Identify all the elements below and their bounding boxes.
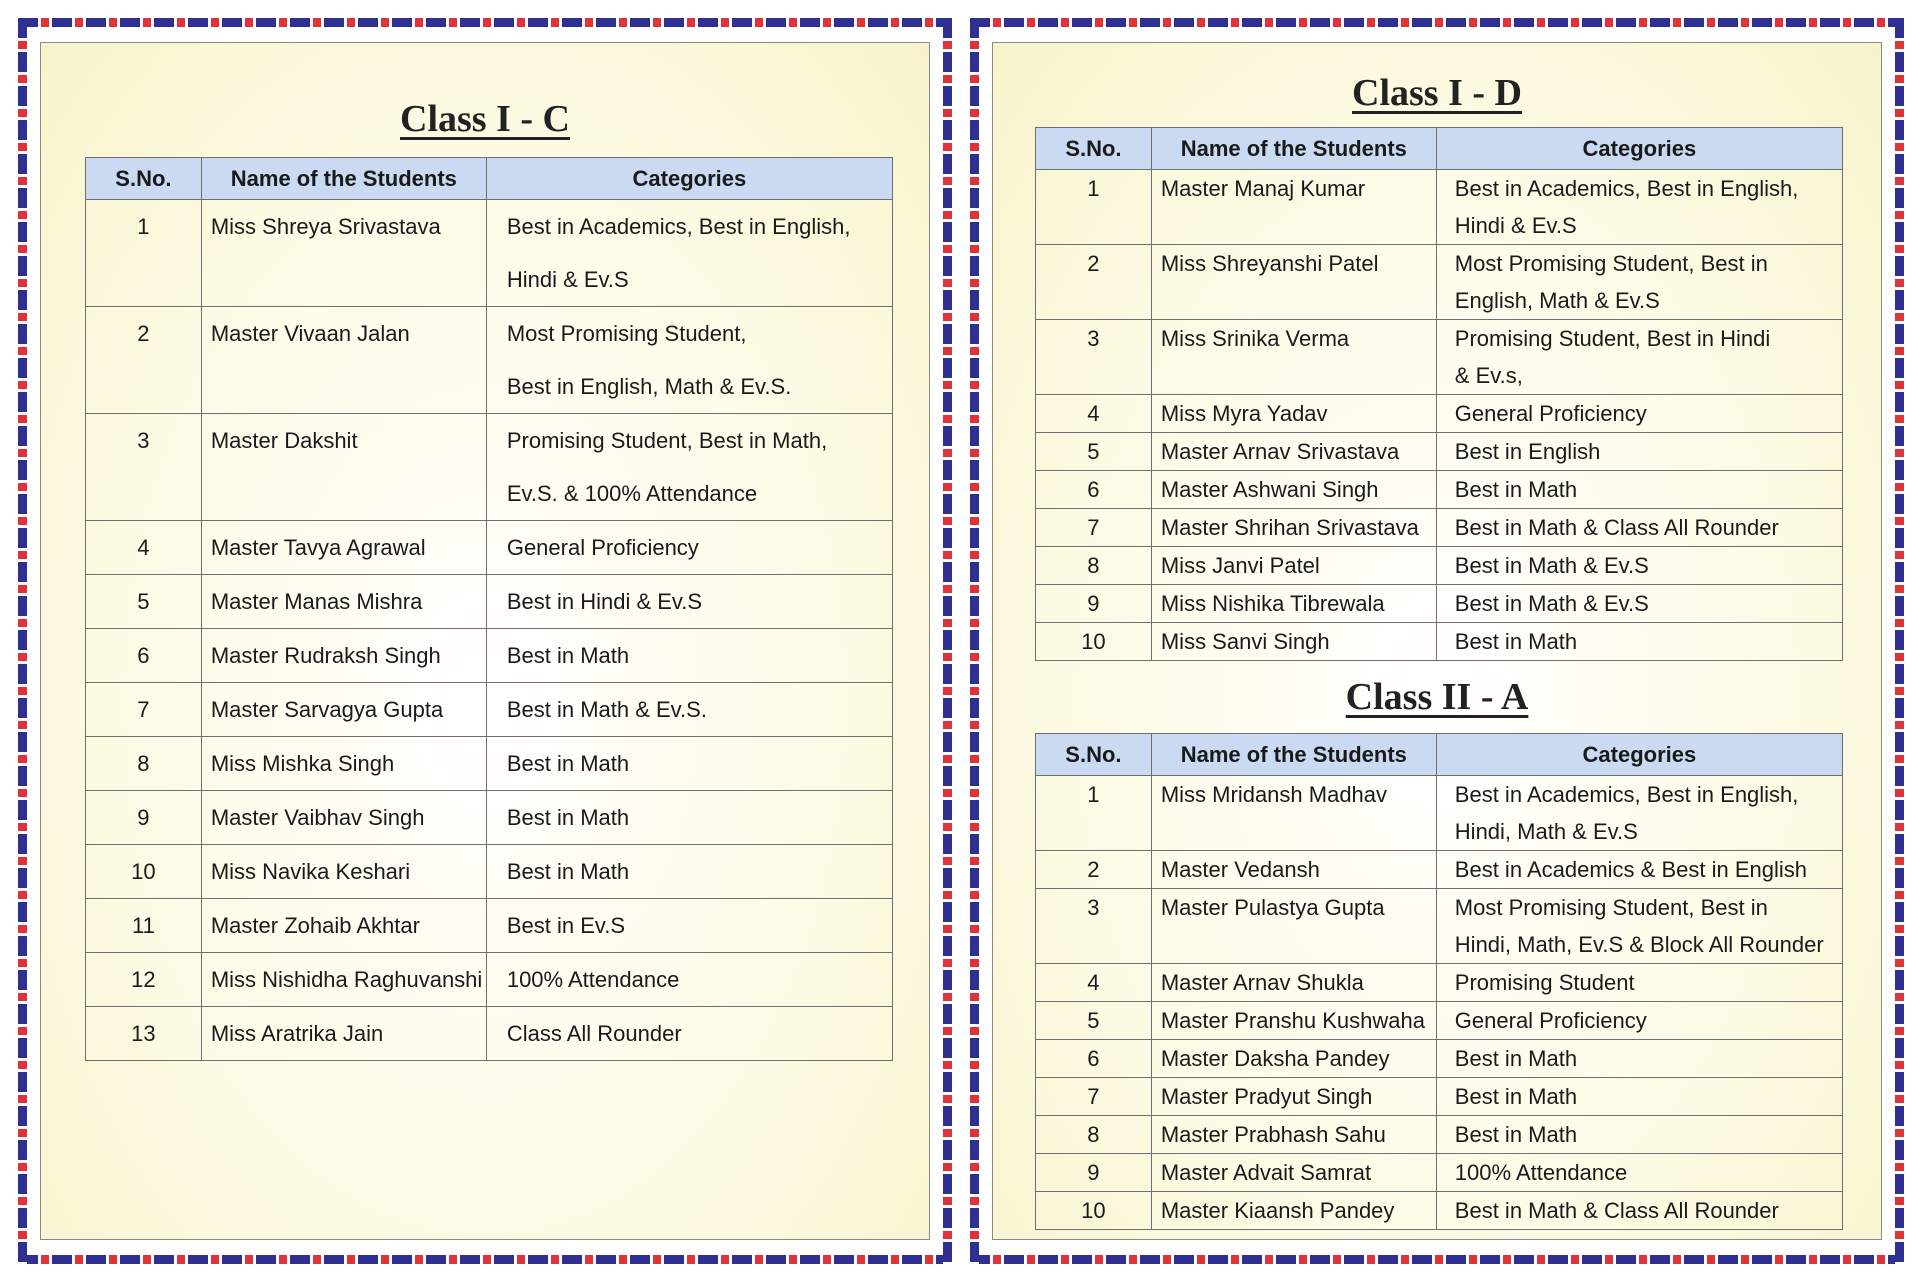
cell-sno: 10 [86, 845, 202, 899]
cell-student-name: Master Pranshu Kushwaha [1151, 1002, 1436, 1040]
cell-sno: 10 [1036, 623, 1152, 661]
cell-student-name: Master Arnav Srivastava [1151, 433, 1436, 471]
cell-student-name: Master Ashwani Singh [1151, 471, 1436, 509]
header-categories: Categories [1436, 734, 1842, 776]
category-line: Hindi, Math, Ev.S & Block All Rounder [1454, 932, 1824, 957]
category-line: 100% Attendance [1454, 1160, 1628, 1185]
category-line: Best in Math [506, 859, 630, 884]
cell-categories [1436, 471, 1842, 509]
cell-student-name: Miss Nishidha Raghuvanshi [201, 953, 486, 1007]
table-row [86, 521, 893, 575]
cell-sno: 4 [86, 521, 202, 575]
cell-sno: 9 [86, 791, 202, 845]
table-row [86, 307, 893, 414]
category-line: Best in Math [1454, 1122, 1578, 1147]
roster-table-ii-a [1035, 733, 1843, 1230]
table-row [86, 845, 893, 899]
cell-sno: 1 [86, 200, 202, 307]
cell-sno: 3 [1036, 889, 1152, 964]
cell-student-name: Master Daksha Pandey [1151, 1040, 1436, 1078]
table-row [1036, 851, 1843, 889]
cell-categories [1436, 964, 1842, 1002]
table-row [1036, 471, 1843, 509]
cell-sno: 1 [1036, 776, 1152, 851]
category-line: Promising Student [1454, 970, 1635, 995]
cell-categories [1436, 623, 1842, 661]
header-name: Name of the Students [1151, 734, 1436, 776]
cell-student-name: Master Pulastya Gupta [1151, 889, 1436, 964]
cell-student-name: Master Dakshit [201, 414, 486, 521]
cell-sno: 5 [1036, 433, 1152, 471]
cell-student-name: Miss Shreyanshi Patel [1151, 245, 1436, 320]
category-line: Best in Hindi & Ev.S [506, 589, 703, 614]
cell-student-name: Miss Myra Yadav [1151, 395, 1436, 433]
header-categories: Categories [1436, 128, 1842, 170]
decorative-border-top [970, 18, 1904, 27]
category-line: Hindi & Ev.S [1454, 213, 1577, 238]
cell-sno: 6 [1036, 1040, 1152, 1078]
cell-student-name: Master Vivaan Jalan [201, 307, 486, 414]
cell-categories [486, 629, 892, 683]
cell-sno: 4 [1036, 395, 1152, 433]
cell-sno: 8 [86, 737, 202, 791]
cell-categories [1436, 433, 1842, 471]
cell-student-name: Master Vedansh [1151, 851, 1436, 889]
cell-student-name: Miss Sanvi Singh [1151, 623, 1436, 661]
table-row [86, 737, 893, 791]
cell-categories [1436, 1078, 1842, 1116]
cell-sno: 3 [1036, 320, 1152, 395]
cell-categories [486, 737, 892, 791]
table-row [86, 200, 893, 307]
cell-sno: 9 [1036, 585, 1152, 623]
table-row [1036, 395, 1843, 433]
table-row [1036, 170, 1843, 245]
category-line: Hindi, Math & Ev.S [1454, 819, 1638, 844]
page-panel [992, 42, 1882, 1240]
decorative-border-bottom [18, 1255, 952, 1264]
cell-student-name: Master Kiaansh Pandey [1151, 1192, 1436, 1230]
category-line: Best in Math & Ev.S. [506, 697, 707, 722]
cell-categories [1436, 585, 1842, 623]
category-line: Best in Academics, Best in English, [506, 214, 851, 239]
category-line: Best in Math [506, 643, 630, 668]
category-line: Class All Rounder [506, 1021, 682, 1046]
cell-categories [486, 521, 892, 575]
decorative-border-left [18, 18, 27, 1264]
cell-student-name: Master Vaibhav Singh [201, 791, 486, 845]
table-row [1036, 1040, 1843, 1078]
table-row [1036, 964, 1843, 1002]
decorative-border-right [943, 18, 952, 1264]
category-line: Best in Academics, Best in English, [1454, 782, 1799, 807]
table-row [1036, 623, 1843, 661]
cell-categories [486, 1007, 892, 1061]
cell-sno: 8 [1036, 1116, 1152, 1154]
table-header-row [1036, 734, 1843, 776]
cell-sno: 8 [1036, 547, 1152, 585]
category-line: Best in English [1454, 439, 1601, 464]
decorative-border-left [970, 18, 979, 1264]
cell-student-name: Master Prabhash Sahu [1151, 1116, 1436, 1154]
cell-categories [1436, 1116, 1842, 1154]
category-line: Promising Student, Best in Math, [506, 428, 828, 453]
category-line: English, Math & Ev.S [1454, 288, 1660, 313]
cell-sno: 2 [86, 307, 202, 414]
cell-sno: 10 [1036, 1192, 1152, 1230]
cell-sno: 7 [1036, 509, 1152, 547]
decorative-border-bottom [970, 1255, 1904, 1264]
cell-student-name: Master Advait Samrat [1151, 1154, 1436, 1192]
header-sno: S.No. [1036, 734, 1152, 776]
table-row [1036, 509, 1843, 547]
cell-sno: 6 [1036, 471, 1152, 509]
category-line: Best in Math [1454, 1084, 1578, 1109]
class-title-i-d: Class I - D [1352, 72, 1522, 114]
category-line: General Proficiency [1454, 1008, 1647, 1033]
cell-student-name: Master Sarvagya Gupta [201, 683, 486, 737]
header-name: Name of the Students [1151, 128, 1436, 170]
cell-student-name: Master Manas Mishra [201, 575, 486, 629]
cell-categories [486, 575, 892, 629]
table-row [1036, 1192, 1843, 1230]
cell-categories [1436, 889, 1842, 964]
cell-categories [486, 791, 892, 845]
table-header-row [1036, 128, 1843, 170]
cell-student-name: Master Arnav Shukla [1151, 964, 1436, 1002]
table-row [1036, 1002, 1843, 1040]
page-panel [40, 42, 930, 1240]
cell-sno: 11 [86, 899, 202, 953]
cell-categories [1436, 320, 1842, 395]
cell-sno: 1 [1036, 170, 1152, 245]
decorative-border-top [18, 18, 952, 27]
cell-categories [486, 683, 892, 737]
class-title-ii-a: Class II - A [1345, 676, 1529, 718]
cell-student-name: Miss Aratrika Jain [201, 1007, 486, 1061]
table-row [86, 953, 893, 1007]
table-row [86, 414, 893, 521]
category-line: General Proficiency [506, 535, 699, 560]
cell-student-name: Miss Nishika Tibrewala [1151, 585, 1436, 623]
table-row [1036, 585, 1843, 623]
table-row [86, 791, 893, 845]
cell-categories [1436, 547, 1842, 585]
category-line: Most Promising Student, [506, 321, 747, 346]
cell-student-name: Master Manaj Kumar [1151, 170, 1436, 245]
cell-sno: 7 [1036, 1078, 1152, 1116]
category-line: Best in Math [1454, 1046, 1578, 1071]
cell-categories [1436, 1154, 1842, 1192]
table-row [1036, 1154, 1843, 1192]
page-left [18, 18, 952, 1264]
cell-student-name: Miss Mridansh Madhav [1151, 776, 1436, 851]
category-line: Best in Academics, Best in English, [1454, 176, 1799, 201]
category-line: Best in Ev.S [506, 913, 626, 938]
cell-categories [486, 953, 892, 1007]
table-row [1036, 433, 1843, 471]
category-line: & Ev.s, [1454, 363, 1523, 388]
table-row [1036, 1078, 1843, 1116]
cell-categories [1436, 170, 1842, 245]
category-line: Best in Math [1454, 629, 1578, 654]
cell-student-name: Miss Mishka Singh [201, 737, 486, 791]
cell-student-name: Miss Janvi Patel [1151, 547, 1436, 585]
category-line: Ev.S. & 100% Attendance [506, 481, 758, 506]
cell-categories [486, 200, 892, 307]
table-row [86, 1007, 893, 1061]
table-row [1036, 1116, 1843, 1154]
category-line: 100% Attendance [506, 967, 680, 992]
header-sno: S.No. [86, 158, 202, 200]
category-line: Most Promising Student, Best in [1454, 895, 1768, 920]
cell-categories [1436, 1002, 1842, 1040]
table-row [1036, 320, 1843, 395]
category-line: Promising Student, Best in Hindi [1454, 326, 1771, 351]
cell-student-name: Master Pradyut Singh [1151, 1078, 1436, 1116]
category-line: Best in English, Math & Ev.S. [506, 374, 792, 399]
cell-sno: 12 [86, 953, 202, 1007]
cell-student-name: Master Shrihan Srivastava [1151, 509, 1436, 547]
category-line: Best in Math [506, 751, 630, 776]
cell-categories [1436, 395, 1842, 433]
cell-categories [1436, 245, 1842, 320]
header-sno: S.No. [1036, 128, 1152, 170]
decorative-border-right [1895, 18, 1904, 1264]
cell-sno: 4 [1036, 964, 1152, 1002]
cell-student-name: Miss Navika Keshari [201, 845, 486, 899]
cell-categories [1436, 509, 1842, 547]
cell-categories [486, 899, 892, 953]
category-line: Most Promising Student, Best in [1454, 251, 1768, 276]
category-line: Best in Math & Class All Rounder [1454, 515, 1779, 540]
cell-categories [486, 307, 892, 414]
cell-categories [1436, 776, 1842, 851]
cell-sno: 6 [86, 629, 202, 683]
category-line: Best in Academics & Best in English [1454, 857, 1807, 882]
cell-sno: 5 [1036, 1002, 1152, 1040]
cell-categories [1436, 851, 1842, 889]
cell-categories [1436, 1192, 1842, 1230]
cell-categories [486, 845, 892, 899]
category-line: Best in Math & Class All Rounder [1454, 1198, 1779, 1223]
cell-student-name: Master Tavya Agrawal [201, 521, 486, 575]
table-row [86, 629, 893, 683]
category-line: Best in Math [1454, 477, 1578, 502]
cell-student-name: Master Rudraksh Singh [201, 629, 486, 683]
roster-table-i-c [85, 157, 893, 1061]
class-title-i-c: Class I - C [400, 98, 570, 140]
category-line: Best in Math [506, 805, 630, 830]
cell-sno: 13 [86, 1007, 202, 1061]
cell-student-name: Miss Srinika Verma [1151, 320, 1436, 395]
table-row [86, 575, 893, 629]
cell-sno: 2 [1036, 851, 1152, 889]
table-row [1036, 547, 1843, 585]
roster-table-i-d [1035, 127, 1843, 661]
cell-categories [1436, 1040, 1842, 1078]
cell-sno: 5 [86, 575, 202, 629]
category-line: Best in Math & Ev.S [1454, 591, 1649, 616]
header-categories: Categories [486, 158, 892, 200]
table-row [86, 683, 893, 737]
cell-sno: 7 [86, 683, 202, 737]
category-line: Best in Math & Ev.S [1454, 553, 1649, 578]
category-line: Hindi & Ev.S [506, 267, 629, 292]
cell-student-name: Miss Shreya Srivastava [201, 200, 486, 307]
cell-categories [486, 414, 892, 521]
category-line: General Proficiency [1454, 401, 1647, 426]
cell-sno: 2 [1036, 245, 1152, 320]
table-row [1036, 889, 1843, 964]
cell-sno: 9 [1036, 1154, 1152, 1192]
cell-sno: 3 [86, 414, 202, 521]
table-header-row [86, 158, 893, 200]
cell-student-name: Master Zohaib Akhtar [201, 899, 486, 953]
table-row [86, 899, 893, 953]
table-row [1036, 776, 1843, 851]
page-right [970, 18, 1904, 1264]
table-row [1036, 245, 1843, 320]
header-name: Name of the Students [201, 158, 486, 200]
